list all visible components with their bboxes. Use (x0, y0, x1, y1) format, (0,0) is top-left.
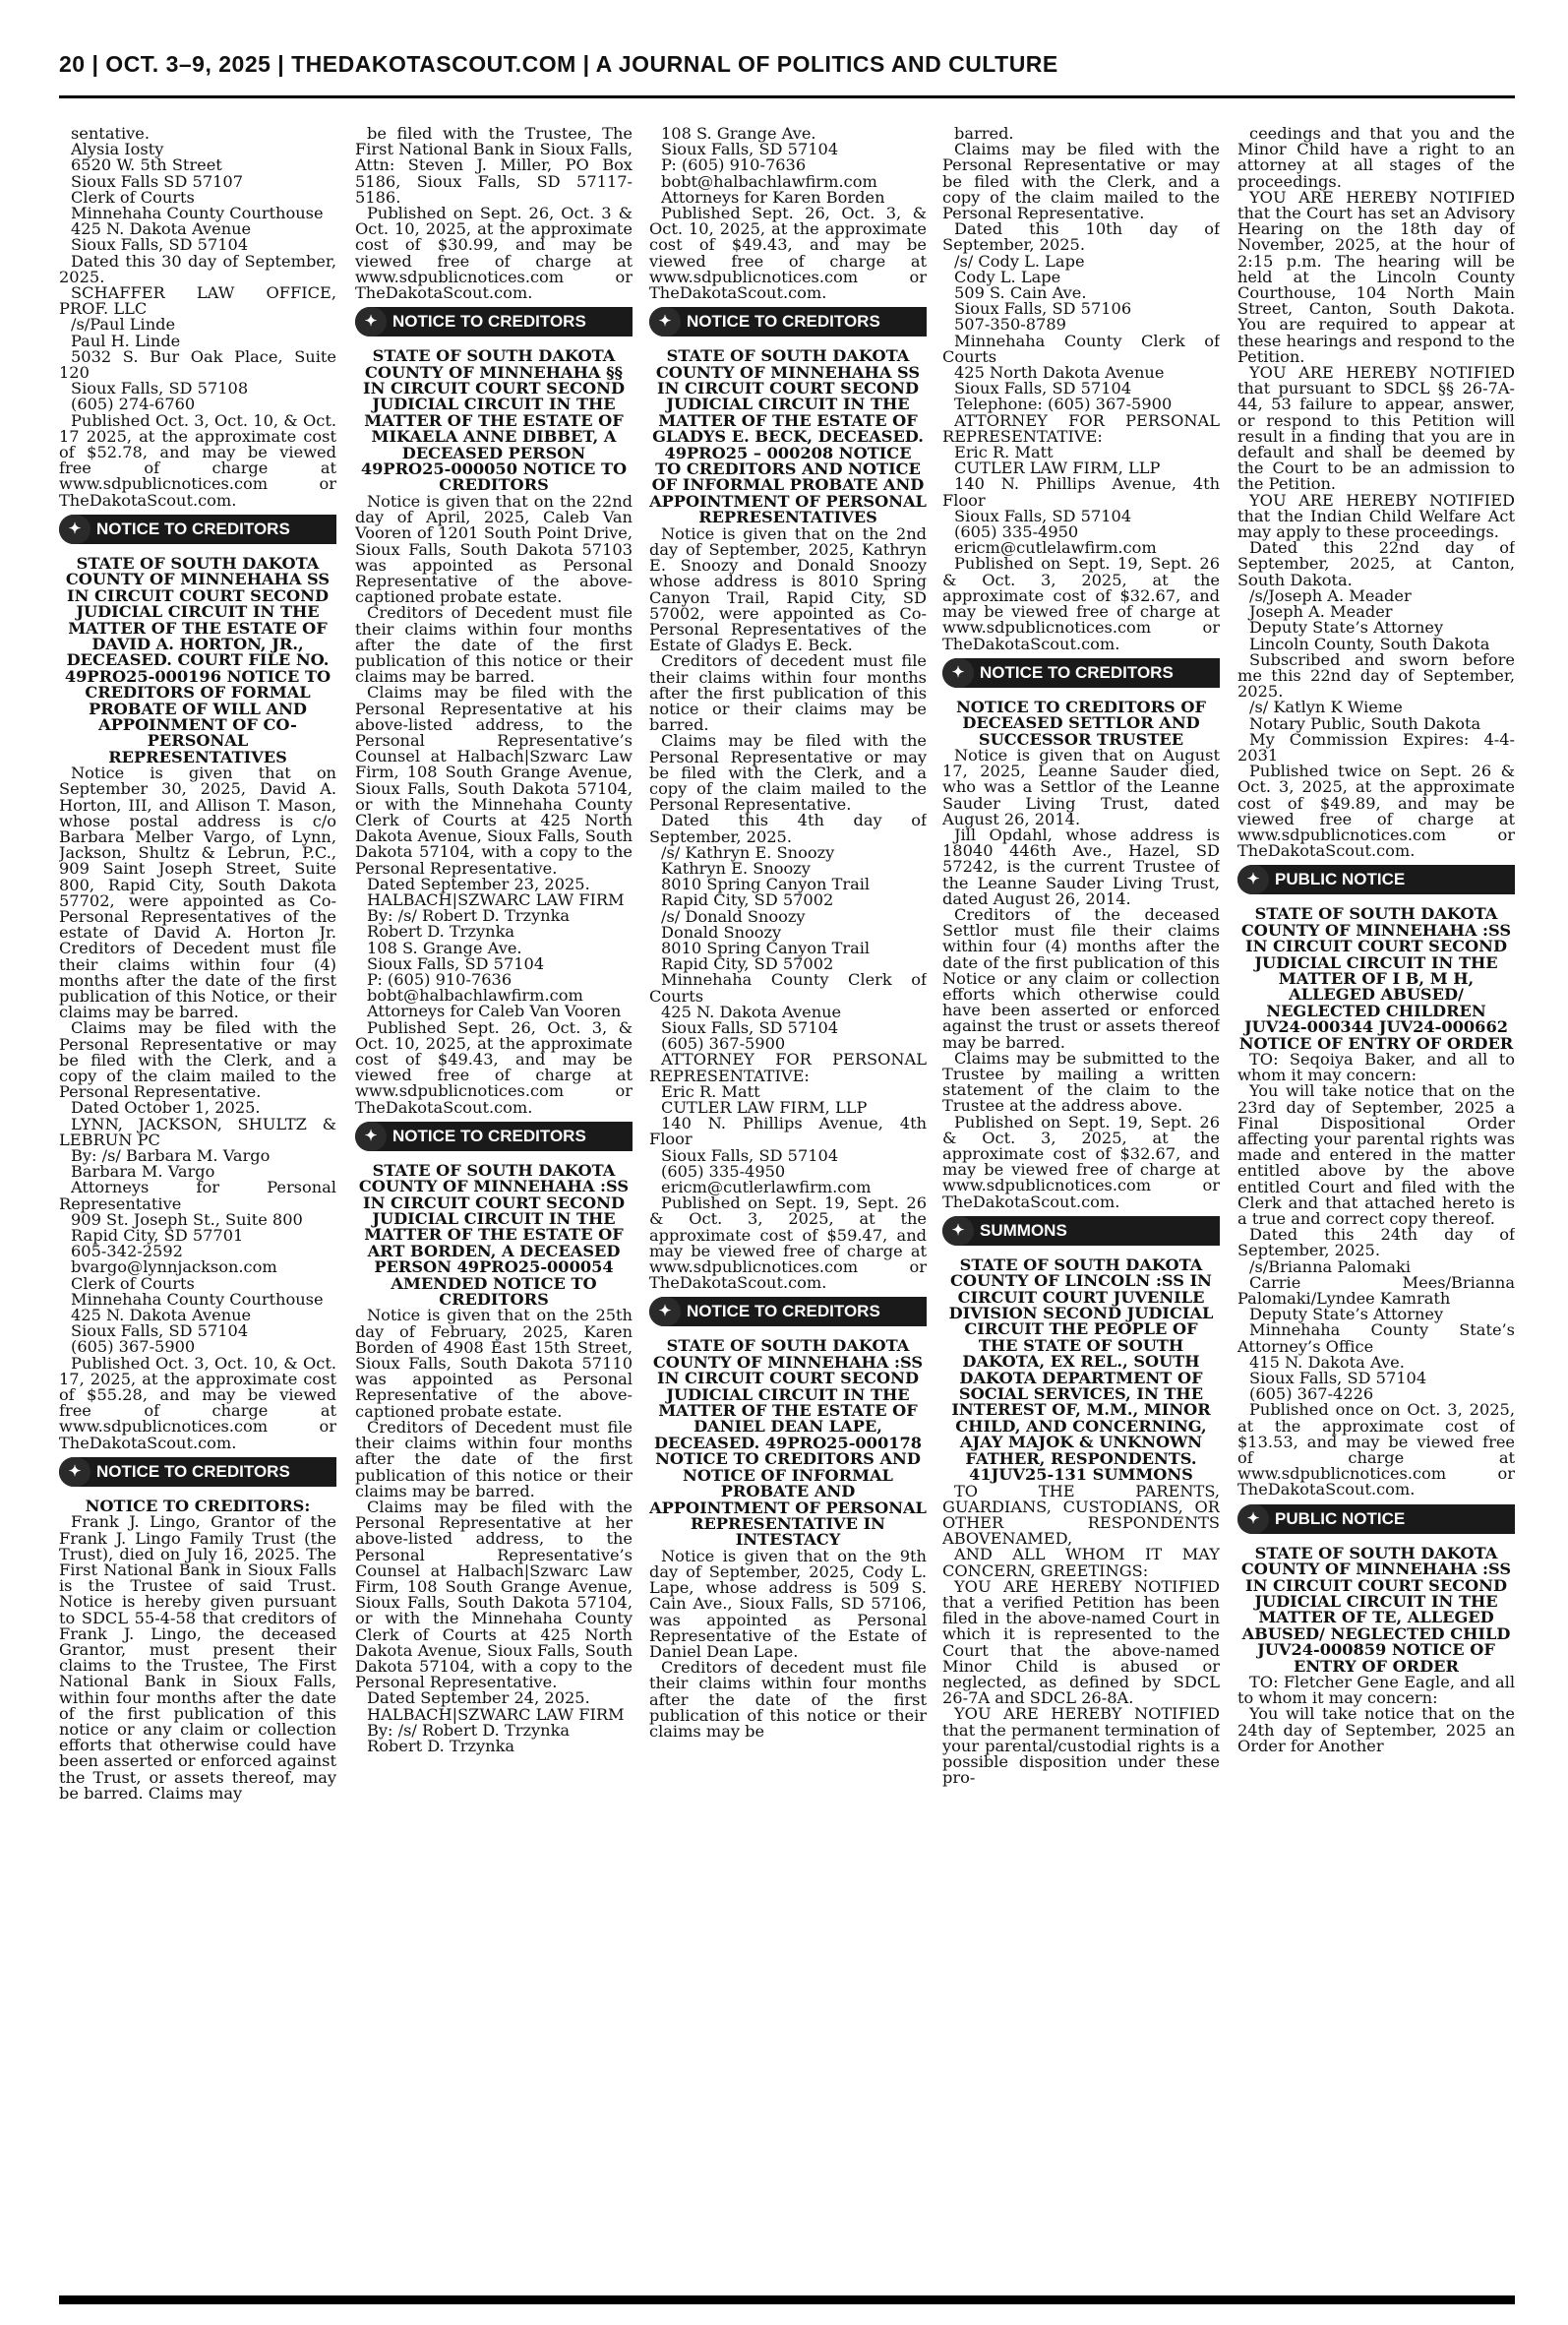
notice-text: YOU ARE HEREBY NOTIFIED that the permanent termination of your parental/custodial rights is a possible disposition under these pro- (942, 1704, 1220, 1788)
notice-text: Barbara M. Vargo (71, 1162, 215, 1182)
notice-text: 8010 Spring Canyon Trail (661, 938, 871, 957)
notice-text: Creditors of the deceased Settlor must file their claims within four (4) months after the date of the first publication of this Notice or any claim or collection efforts which otherwise could have been asserted or enforced against the trust or assets thereof may be barred. (942, 904, 1220, 1052)
notice-text: 140 N. Phillips Avenue, 4th Floor (649, 1114, 927, 1149)
notice-text: CUTLER LAW FIRM, LLP (954, 459, 1161, 478)
notice-text: TO THE PARENTS, GUARDIANS, CUSTODIANS, OR OTHER RESPONDENTS ABOVENAMED, (942, 1481, 1220, 1549)
notice-text: Sioux Falls, SD 57104 (71, 1321, 249, 1341)
notice-text: 5032 S. Bur Oak Place, Suite 120 (59, 346, 336, 383)
notice-text: Sioux Falls, SD 57106 (954, 299, 1132, 319)
scout-logo-icon: ✦ (1237, 1504, 1269, 1534)
notice-text: ceedings and that you and the Minor Child have a right to an attorney at all stages of the proceedings. (1237, 126, 1515, 191)
notice-text: Creditors of decedent must file their claims within four months after the first publication of this notice or their claims may be barred. (649, 651, 927, 735)
notice-caption: STATE OF SOUTH DAKOTA COUNTY OF MINNEHAHA :SS IN CIRCUIT COURT SECOND JUDICIAL CIRCUIT IN THE MATTER OF THE ESTATE OF ART BORDEN, A DECEASED PERSON 49PRO25-000054 AMENDED NOTICE TO CREDITORS (358, 1160, 630, 1310)
notice-text: 415 N. Dakota Ave. (1249, 1352, 1405, 1372)
notice-caption: NOTICE TO CREDITORS: (85, 1496, 311, 1515)
notice-text: 507-350-8789 (954, 315, 1066, 335)
scout-logo-icon: ✦ (355, 1122, 387, 1151)
notice-text: 605-342-2592 (71, 1242, 183, 1261)
notice-text: You will take notice that on the 24th day of September, 2025 an Order for Another (1237, 1704, 1515, 1755)
scout-logo-icon: ✦ (942, 1216, 974, 1246)
notice-text: be filed with the Trustee, The First National Bank in Sioux Falls, Attn: Steven J. Miller, PO Box 5186, Sioux Falls, SD 57117-5186. (355, 126, 633, 207)
notice-text: Deputy State’s Attorney (1249, 618, 1444, 638)
notice-text: Published Sept. 26, Oct. 3, & Oct. 10, 2025, at the approximate cost of $49.43, and may be viewed free of charge at www.sdpublicnotices.com or TheDakotaScout.com. (355, 1017, 633, 1117)
notice-text: Donald Snoozy (661, 922, 782, 942)
notice-text: Telephone: (605) 367-5900 (954, 395, 1173, 414)
column-4 (942, 126, 1220, 2291)
notice-text: Published on Sept. 19, Sept. 26 & Oct. 3, 2025, at the approximate cost of $59.47, and may be viewed free of charge at www.sdpublicnotices.com or TheDakotaScout.com. (649, 1193, 927, 1293)
notice-text: Sioux Falls, SD 57104 (954, 379, 1132, 398)
notice-caption: STATE OF SOUTH DAKOTA COUNTY OF MINNEHAHA SS IN CIRCUIT COURT SECOND JUDICIAL CIRCUIT IN THE MATTER OF THE ESTATE OF GLADYS E. BECK, DECEASED. 49PRO25 – 000208 NOTICE TO CREDITORS AND NOTICE OF INFORMAL PROBATE AND APPOINTMENT OF PERSONAL REPRESENTATIVES (649, 346, 927, 527)
notice-text: 6520 W. 5th Street (71, 155, 222, 175)
notice-caption: STATE OF SOUTH DAKOTA COUNTY OF MINNEHAHA :SS IN CIRCUIT COURT SECOND JUDICIAL CIRCUIT IN THE MATTER OF THE ESTATE OF DANIEL DEAN LAPE, DECEASED. 49PRO25-000178 NOTICE TO CREDITORS AND NOTICE OF INFORMAL PROBATE AND APPOINTMENT OF PERSONAL REPRESENTATIVE IN INTESTACY (649, 1336, 927, 1550)
notice-text: HALBACH|SZWARC LAW FIRM (367, 1704, 625, 1724)
notice-text: My Commission Expires: 4-4-2031 (1237, 729, 1515, 765)
notice-text: Notice is given that on the 22nd day of April, 2025, Caleb Van Vooren of 1201 South Point Drive, Sioux Falls, South Dakota 57103 was appointed as Personal Representative of the above-captioned probate estate. (355, 491, 633, 607)
section-banner (355, 1122, 633, 1151)
notice-text: Carrie Mees/Brianna Palomaki/Lyndee Kamrath (1237, 1272, 1515, 1309)
page-header: 20 | OCT. 3–9, 2025 | THEDAKOTASCOUT.COM | A JOURNAL OF POLITICS AND CULTURE (59, 51, 1058, 77)
scout-logo-icon: ✦ (59, 515, 90, 544)
notice-text: Dated this 10th day of September, 2025. (942, 219, 1220, 255)
notice-text: Sioux Falls SD 57107 (71, 171, 244, 191)
notice-text: Claims may be filed with the Personal Representative or may be filed with the Clerk, and a copy of the claim mailed to the Personal Representative. (942, 140, 1220, 223)
notice-text: Creditors of Decedent must file their claims within four months after the date of the first publication of this notice or their claims may be barred. (355, 603, 633, 687)
notice-text: (605) 367-5900 (661, 1034, 786, 1054)
notice-text: Eric R. Matt (661, 1081, 760, 1101)
notice-text: Notice is given that on the 25th day of February, 2025, Karen Borden of 4908 East 15th Street, Sioux Falls, South Dakota 57110 was appointed as Personal Representative of the above-captioned probate estate. (355, 1306, 633, 1421)
notice-text: Alysia Iosty (71, 140, 164, 159)
banner-label: NOTICE TO CREDITORS (96, 1461, 290, 1481)
notice-text: Published on Sept. 19, Sept. 26 & Oct. 3, 2025, at the approximate cost of $32.67, and may be viewed free of charge at www.sdpublicnotices.com or TheDakotaScout.com. (942, 1112, 1220, 1211)
notice-text: Notice is given that on the 2nd day of September, 2025, Kathryn E. Snoozy and Donald Snoozy whose address is 8010 Spring Canyon Trail, Rapid City, SD 57002, were appointed as Co-Personal Representatives of the Estate of Gladys E. Beck. (649, 523, 927, 655)
notice-text: Creditors of Decedent must file their claims within four months after the date of the first publication of this notice or their claims may be barred. (355, 1417, 633, 1500)
notice-text: /s/ Katlyn K Wieme (1249, 698, 1403, 717)
section-banner (355, 307, 633, 337)
notice-caption: STATE OF SOUTH DAKOTA COUNTY OF MINNEHAHA SS IN CIRCUIT COURT SECOND JUDICIAL CIRCUIT IN THE MATTER OF THE ESTATE OF DAVID A. HORTON, JR., DECEASED. COURT FILE NO. 49PRO25-000196 NOTICE TO CREDITORS OF FORMAL PROBATE OF WILL AND APPOINMENT OF CO-PERSONAL REPRESENTATIVES (64, 553, 332, 766)
notice-text: Creditors of decedent must file their claims within four months after the date of the first publication of this notice or their claims may be (649, 1658, 927, 1741)
notice-text: YOU ARE HEREBY NOTIFIED that pursuant to SDCL §§ 26-7A-44, 53 failure to appear, answer, or respond to this Petition will result in a finding that you are in default and shall be deemed by the Court to be an admission to the Petition. (1237, 363, 1515, 494)
notice-text: Attorneys for Personal Representative (59, 1178, 336, 1213)
section-banner (59, 515, 336, 544)
notice-text: Joseph A. Meader (1249, 602, 1393, 622)
banner-label: NOTICE TO CREDITORS (96, 519, 290, 538)
section-banner (649, 307, 927, 337)
notice-text: Lincoln County, South Dakota (1249, 634, 1490, 653)
notice-text: (605) 335-4950 (661, 1161, 786, 1181)
notice-text: ATTORNEY FOR PERSONAL REPRESENTATIVE: (649, 1050, 927, 1085)
notice-text: Claims may be submitted to the Trustee by mailing a written statement of the claim to the Trustee at the address above. (942, 1048, 1220, 1116)
notice-text: 108 S. Grange Ave. (661, 126, 816, 143)
notice-caption: NOTICE TO CREDITORS OF DECEASED SETTLOR AND SUCCESSOR TRUSTEE (956, 697, 1206, 749)
notice-text: Minnehaha County Courthouse (71, 204, 324, 223)
column-2 (355, 126, 633, 2291)
notice-caption: STATE OF SOUTH DAKOTA COUNTY OF MINNEHAHA §§ IN CIRCUIT COURT SECOND JUDICIAL CIRCUIT IN THE MATTER OF THE ESTATE OF MIKAELA ANNE DIBBET, A DECEASED PERSON 49PRO25-000050 NOTICE TO CREDITORS (360, 346, 628, 495)
section-banner (1237, 1504, 1515, 1534)
notice-text: ericm@cutlelawfirm.com (954, 538, 1157, 558)
notice-text: Published on Sept. 19, Sept. 26 & Oct. 3, 2025, at the approximate cost of $32.67, and may be viewed free of charge at www.sdpublicnotices.com or TheDakotaScout.com. (942, 554, 1220, 653)
notice-text: Clerk of Courts (71, 1273, 195, 1293)
banner-label: NOTICE TO CREDITORS (687, 312, 880, 332)
notice-text: P: (605) 910-7636 (367, 969, 513, 989)
banner-label: SUMMONS (980, 1220, 1067, 1240)
banner-label: NOTICE TO CREDITORS (980, 662, 1174, 682)
notice-text: TO: Seqoiya Baker, and all to whom it may concern: (1237, 1050, 1515, 1085)
notice-text: Published Oct. 3, Oct. 10, & Oct. 17, 2025, at the approximate cost of $55.28, and may be viewed free of charge at www.sdpublicnotices.com or TheDakotaScout.com. (59, 1353, 336, 1452)
notice-text: YOU ARE HEREBY NOTIFIED that the Indian Child Welfare Act may apply to these proceedings. (1237, 490, 1515, 542)
notice-text: Sioux Falls, SD 57108 (71, 379, 249, 398)
notice-text: By: /s/ Barbara M. Vargo (71, 1146, 271, 1166)
notice-text: Dated this 4th day of September, 2025. (649, 811, 927, 846)
notice-text: /s/Paul Linde (71, 315, 176, 335)
notice-text: /s/Brianna Palomaki (1249, 1256, 1412, 1276)
notice-text: Sioux Falls, SD 57104 (954, 506, 1132, 525)
notice-text: (605) 367-5900 (71, 1337, 196, 1357)
notice-text: Minnehaha County Clerk of Courts (942, 331, 1220, 366)
notice-text: Jill Opdahl, whose address is 18040 446th Ave., Hazel, SD 57242, is the current Trustee of the Leanne Sauder Living Trust, dated August 26, 2014. (942, 825, 1220, 908)
notice-text: Published on Sept. 26, Oct. 3 & Oct. 10, 2025, at the approximate cost of $30.99, and may be viewed free of charge at www.sdpublicnotices.com or TheDakotaScout.com. (355, 204, 633, 303)
notice-text: Frank J. Lingo, Grantor of the Frank J. Lingo Family Trust (the Trust), died on July 16, 2025. The First National Bank in Sioux Falls is the Trustee of said Trust. Notice is hereby given pursuant to SDCL 55-4-58 that creditors of Frank J. Lingo, the deceased Grantor, must present their claims to the Trustee, The First National Bank in Sioux Falls, within four months after the date of the first publication of this notice or any claim or collection efforts that otherwise could have been asserted or enforced against the Trust, or assets thereof, may be barred. Claims may (59, 1512, 336, 1803)
notice-text: bobt@halbachlawfirm.com (661, 171, 877, 191)
notice-text: Notice is given that on August 17, 2025, Leanne Sauder died, who was a Settlor of the Leanne Sauder Living Trust, dated August 26, 2014. (942, 745, 1220, 828)
notice-text: Attorneys for Caleb Van Vooren (367, 1002, 622, 1021)
notice-text: Published once on Oct. 3, 2025, at the approximate cost of $13.53, and may be viewed free of charge at www.sdpublicnotices.com or TheDakotaScout.com. (1237, 1400, 1515, 1499)
notice-text: Paul H. Linde (71, 331, 181, 350)
column-5 (1237, 126, 1515, 2291)
banner-label: NOTICE TO CREDITORS (392, 312, 586, 332)
notice-text: Sioux Falls, SD 57104 (1249, 1369, 1427, 1388)
notice-text: Dated this 30 day of September, 2025. (59, 251, 336, 286)
section-banner (59, 1457, 336, 1487)
notice-text: Minnehaha County Clerk of Courts (649, 970, 927, 1006)
notice-text: Dated September 23, 2025. (367, 874, 590, 893)
notice-text: Minnehaha County Courthouse (71, 1289, 324, 1309)
notice-text: 108 S. Grange Ave. (367, 938, 522, 957)
notice-text: CUTLER LAW FIRM, LLP (661, 1098, 868, 1118)
notice-text: (605) 335-4950 (954, 522, 1079, 542)
notice-text: 425 N. Dakota Avenue (71, 219, 252, 239)
notice-text: 425 North Dakota Avenue (954, 363, 1165, 383)
scout-logo-icon: ✦ (59, 1457, 90, 1487)
notice-text: Published Sept. 26, Oct. 3, & Oct. 10, 2025, at the approximate cost of $49.43, and may be viewed free of charge at www.sdpublicnotices.com or TheDakotaScout.com. (649, 204, 927, 303)
notice-text: Cody L. Lape (954, 267, 1061, 286)
notice-text: /s/Joseph A. Meader (1249, 585, 1412, 605)
notice-text: By: /s/ Robert D. Trzynka (367, 1720, 571, 1740)
notice-text: Claims may be filed with the Personal Representative or may be filed with the Clerk, and a copy of the claim mailed to the Personal Representative. (59, 1018, 336, 1102)
notice-text: /s/ Kathryn E. Snoozy (661, 842, 835, 862)
section-banner (1237, 865, 1515, 894)
banner-label: NOTICE TO CREDITORS (687, 1302, 880, 1321)
notice-text: Robert D. Trzynka (367, 922, 515, 942)
notice-text: Dated September 24, 2025. (367, 1688, 590, 1708)
notice-text: Sioux Falls, SD 57104 (661, 1018, 839, 1037)
column-1 (59, 126, 336, 2291)
notice-text: Published twice on Sept. 26 & Oct. 3, 2025, at the approximate cost of $49.89, and may be viewed free of charge at www.sdpublicnotices.com or TheDakotaScout.com. (1237, 762, 1515, 861)
notice-text: 8010 Spring Canyon Trail (661, 875, 871, 894)
banner-label: NOTICE TO CREDITORS (392, 1126, 586, 1145)
notice-text: 909 St. Joseph St., Suite 800 (71, 1209, 303, 1229)
notice-text: You will take notice that on the 23rd day of September, 2025 a Final Dispositional Order affecting your parental rights was made and entered in the matter entitled above by the above entitled Court and filed with the Clerk and that attached hereto is a true and correct copy thereof. (1237, 1081, 1515, 1229)
notice-text: Dated this 22nd day of September, 2025, at Canton, South Dakota. (1237, 538, 1515, 589)
notice-text: Published Oct. 3, Oct. 10, & Oct. 17 2025, at the approximate cost of $52.78, and may be viewed free of charge at www.sdpublicnotices.com or TheDakotaScout.com. (59, 410, 336, 510)
notice-text: Sioux Falls, SD 57104 (661, 1145, 839, 1165)
notice-text: (605) 367-4226 (1249, 1384, 1374, 1404)
notice-text: 509 S. Cain Ave. (954, 283, 1087, 303)
notice-text: HALBACH|SZWARC LAW FIRM (367, 889, 625, 909)
notice-text: Attorneys for Karen Borden (661, 187, 885, 207)
notice-text: 425 N. Dakota Avenue (661, 1002, 842, 1021)
notice-caption: STATE OF SOUTH DAKOTA COUNTY OF MINNEHAHA :SS IN CIRCUIT COURT SECOND JUDICIAL CIRCUIT IN THE MATTER OF I B, M H, ALLEGED ABUSED/ NEGLECTED CHILDREN JUV24-000344 JUV24-000662 NOTICE OF ENTRY OF ORDER (1238, 904, 1514, 1053)
notice-text: Notary Public, South Dakota (1249, 713, 1481, 733)
notice-text: bobt@halbachlawfirm.com (367, 986, 583, 1006)
notice-text: YOU ARE HEREBY NOTIFIED that the Court has set an Advisory Hearing on the 18th day of November, 2025, at the hour of 2:15 p.m. The hearing will be held at the Lincoln County Courthouse, 104 North Main Street, Canton, South Dakota. You are required to appear at these hearings and respond to the Petition. (1237, 187, 1515, 366)
notice-text: ericm@cutlerlawfirm.com (661, 1178, 872, 1197)
notice-text: Rapid City, SD 57701 (71, 1226, 244, 1246)
column-3 (649, 126, 927, 2291)
notice-text: Subscribed and sworn before me this 22nd day of September, 2025. (1237, 649, 1515, 702)
scout-logo-icon: ✦ (649, 1297, 681, 1326)
scout-logo-icon: ✦ (1237, 865, 1269, 894)
notice-text: Minnehaha County State’s Attorney’s Office (1237, 1320, 1515, 1356)
notice-text: Eric R. Matt (954, 443, 1054, 462)
scout-logo-icon: ✦ (649, 307, 681, 337)
notice-text: ATTORNEY FOR PERSONAL REPRESENTATIVE: (942, 410, 1220, 446)
notice-text: bvargo@lynnjackson.com (71, 1257, 277, 1277)
notice-caption: STATE OF SOUTH DAKOTA COUNTY OF LINCOLN :SS IN CIRCUIT COURT JUVENILE DIVISION SECOND JUDICIAL CIRCUIT THE PEOPLE OF THE STATE OF SOUTH DAKOTA, EX REL., SOUTH DAKOTA DEPARTMENT OF SOCIAL SERVICES, IN THE INTEREST OF, M.M., MINOR CHILD, AND CONCERNING, AJAY MAJOK & UNKNOWN FATHER, RESPONDENTS. 41JUV25-131 SUMMONS (948, 1254, 1214, 1485)
notice-text: 140 N. Phillips Avenue, 4th Floor (942, 474, 1220, 510)
notice-text: LYNN, JACKSON, SHULTZ & LEBRUN PC (59, 1114, 336, 1149)
notice-text: Claims may be filed with the Personal Representative or may be filed with the Clerk, and a copy of the claim mailed to the Personal Representative. (649, 731, 927, 815)
notice-text: YOU ARE HEREBY NOTIFIED that a verified Petition has been filed in the above-named Court in which it is represented to the Court that the above-named Minor Child is abused or neglected, as defined by SDCL 26-7A and SDCL 26-8A. (942, 1576, 1220, 1708)
scout-logo-icon: ✦ (942, 658, 974, 688)
scout-logo-icon: ✦ (355, 307, 387, 337)
notice-text: Rapid City, SD 57002 (661, 890, 834, 910)
banner-label: PUBLIC NOTICE (1275, 870, 1406, 889)
notice-text: Rapid City, SD 57002 (661, 954, 834, 974)
notice-text: barred. (954, 126, 1014, 143)
section-banner (649, 1297, 927, 1326)
banner-label: PUBLIC NOTICE (1275, 1508, 1406, 1528)
notice-caption: STATE OF SOUTH DAKOTA COUNTY OF MINNEHAHA :SS IN CIRCUIT COURT SECOND JUDICIAL CIRCUIT IN THE MATTER OF TE, ALLEGED ABUSED/ NEGLECTED CHILD JUV24-000859 NOTICE OF ENTRY OF ORDER (1240, 1543, 1512, 1676)
notice-text: Notice is given that on the 9th day of September, 2025, Cody L. Lape, whose address is 509 S. Cain Ave., Sioux Falls, SD 57106, was appointed as Personal Representative of the Estate of Daniel Dean Lape. (649, 1546, 927, 1661)
notice-text: P: (605) 910-7636 (661, 155, 807, 175)
notice-text: 425 N. Dakota Avenue (71, 1306, 252, 1325)
notice-text: Dated this 24th day of September, 2025. (1237, 1225, 1515, 1260)
notice-text: TO: Fletcher Gene Eagle, and all to whom it may concern: (1237, 1672, 1515, 1708)
notice-text: Clerk of Courts (71, 187, 195, 207)
section-banner (942, 1216, 1220, 1246)
footer-rule (59, 2295, 1515, 2304)
section-banner (942, 658, 1220, 688)
notice-text: Sioux Falls, SD 57104 (71, 235, 249, 255)
notice-text: Kathryn E. Snoozy (661, 858, 811, 878)
notice-text: Claims may be filed with the Personal Representative at his above-listed address, to the Personal Representative’s Counsel at Halbach|Szwarc Law Firm, 108 South Grange Avenue, Sioux Falls, South Dakota 57104, or with the Minnehaha County Clerk of Courts at 425 North Dakota Avenue, Sioux Falls, South Dakota 57104, with a copy to the Personal Representative. (355, 683, 633, 878)
notice-text: Sioux Falls, SD 57104 (661, 140, 839, 159)
notice-text: Robert D. Trzynka (367, 1736, 515, 1755)
notice-text: /s/ Cody L. Lape (954, 251, 1085, 271)
notice-text: (605) 274-6760 (71, 395, 196, 414)
notice-text: Deputy State’s Attorney (1249, 1305, 1444, 1324)
notice-text: Claims may be filed with the Personal Representative at her above-listed address, to the Personal Representative’s Counsel at Halbach|Szwarc Law Firm, 108 South Grange Avenue, Sioux Falls, South Dakota 57104, or with the Minnehaha County Clerk of Courts at 425 North Dakota Avenue, Sioux Falls, South Dakota 57104, with a copy to the Personal Representative. (355, 1497, 633, 1692)
header-rule (59, 95, 1515, 98)
notice-text: AND ALL WHOM IT MAY CONCERN, GREETINGS: (942, 1545, 1220, 1580)
notice-text: sentative. (71, 126, 151, 143)
notice-text: SCHAFFER LAW OFFICE, PROF. LLC (59, 283, 336, 319)
notice-text: By: /s/ Robert D. Trzynka (367, 906, 571, 926)
notice-text: Notice is given that on September 30, 2025, David A. Horton, III, and Allison T. Mason, whose postal address is c/o Barbara Melber Vargo, of Lynn, Jackson, Shultz & Lebrun, P.C., 909 Saint Joseph Street, Suite 800, Rapid City, South Dakota 57702, were appointed as Co-Personal Representatives of the estate of David A. Horton Jr. Creditors of Decedent must file their claims within four (4) months after the date of the first publication of this Notice, or their claims may be barred. (59, 764, 336, 1022)
notice-text: /s/ Donald Snoozy (661, 906, 806, 926)
notice-text: Sioux Falls, SD 57104 (367, 953, 545, 973)
notice-text: Dated October 1, 2025. (71, 1098, 261, 1118)
